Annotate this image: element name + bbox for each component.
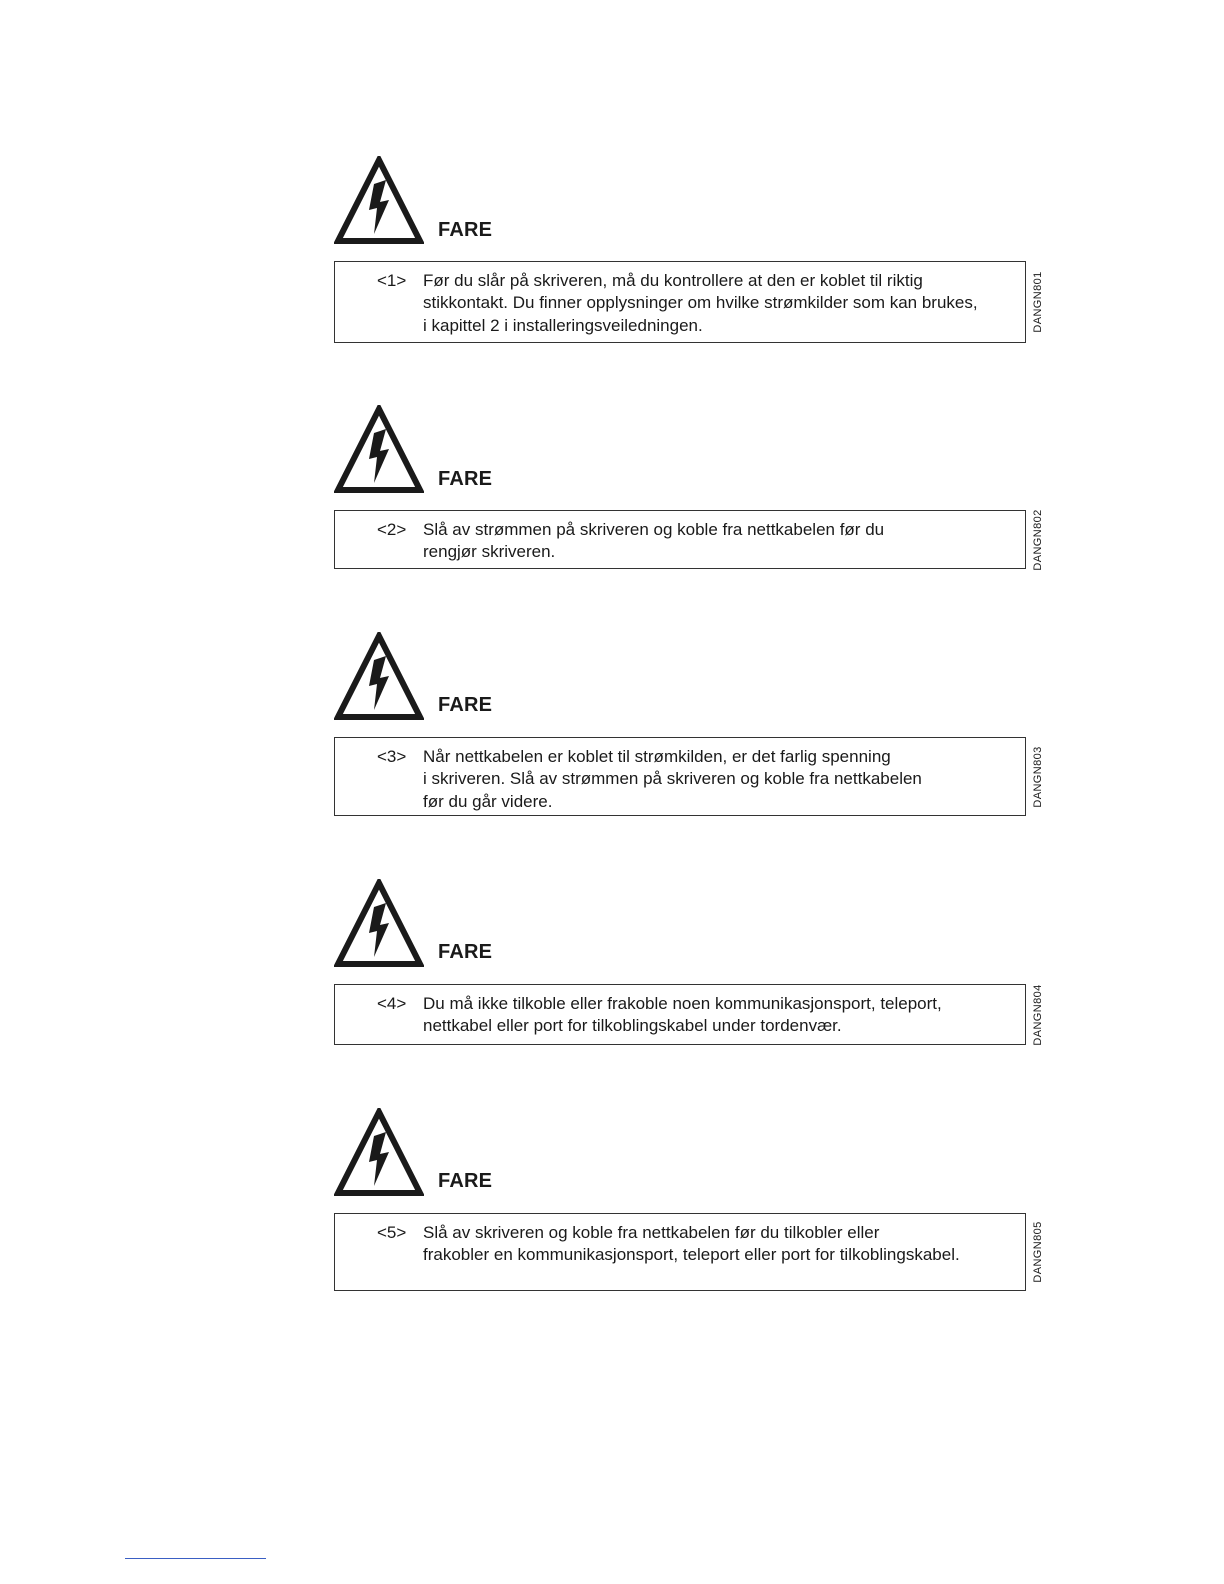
danger-notice-5 (334, 1108, 1046, 1294)
high-voltage-warning-icon (334, 879, 424, 967)
message-number: <2> (377, 520, 407, 539)
message-text: Slå av skriveren og koble fra nettkabelen før du tilkobler eller frakobler en kommunikasjonsport, teleport eller port for tilkoblingskabel. (423, 1223, 960, 1265)
high-voltage-warning-icon (334, 632, 424, 720)
danger-message-box (334, 984, 1026, 1045)
signal-word-fare: FARE (438, 694, 493, 716)
signal-word-fare: FARE (438, 468, 493, 490)
signal-word-fare: FARE (438, 941, 493, 963)
danger-notice-4 (334, 879, 1046, 1047)
footnote-rule (125, 1558, 266, 1559)
signal-word-fare: FARE (438, 219, 493, 241)
danger-message-box (334, 1213, 1026, 1291)
high-voltage-warning-icon (334, 1108, 424, 1196)
message-text: Før du slår på skriveren, må du kontrollere at den er koblet til riktig stikkontakt. Du finner opplysninger om hvilke strømkilder som kan brukes, i kapittel 2 i installeringsveiledningen. (423, 271, 978, 335)
danger-code-label: DANGN803 (1032, 745, 1044, 808)
danger-message-box (334, 510, 1026, 569)
high-voltage-warning-icon (334, 405, 424, 493)
danger-code-label: DANGN801 (1032, 271, 1044, 333)
danger-notice-2 (334, 405, 1046, 571)
message-number: <4> (377, 994, 407, 1013)
message-number: <3> (377, 747, 407, 766)
danger-notice-1 (334, 156, 1046, 344)
message-text: Slå av strømmen på skriveren og koble fra nettkabelen før du rengjør skriveren. (423, 520, 885, 562)
message-number: <1> (377, 271, 407, 290)
signal-word-fare: FARE (438, 1170, 493, 1192)
danger-code-label: DANGN802 (1032, 508, 1044, 571)
message-text: Du må ikke tilkoble eller frakoble noen kommunikasjonsport, teleport, nettkabel eller port for tilkoblingskabel under tordenvær. (423, 994, 942, 1036)
danger-code-label: DANGN804 (1032, 983, 1044, 1046)
danger-code-label: DANGN805 (1032, 1221, 1044, 1283)
high-voltage-warning-icon (334, 156, 424, 244)
danger-notice-3 (334, 632, 1046, 818)
message-number: <5> (377, 1223, 407, 1242)
danger-message-box (334, 261, 1026, 343)
message-text: Når nettkabelen er koblet til strømkilden, er det farlig spenning i skriveren. Slå av strømmen på skriveren og koble fra nettkabelen før du går videre. (423, 747, 922, 811)
danger-message-box (334, 737, 1026, 816)
